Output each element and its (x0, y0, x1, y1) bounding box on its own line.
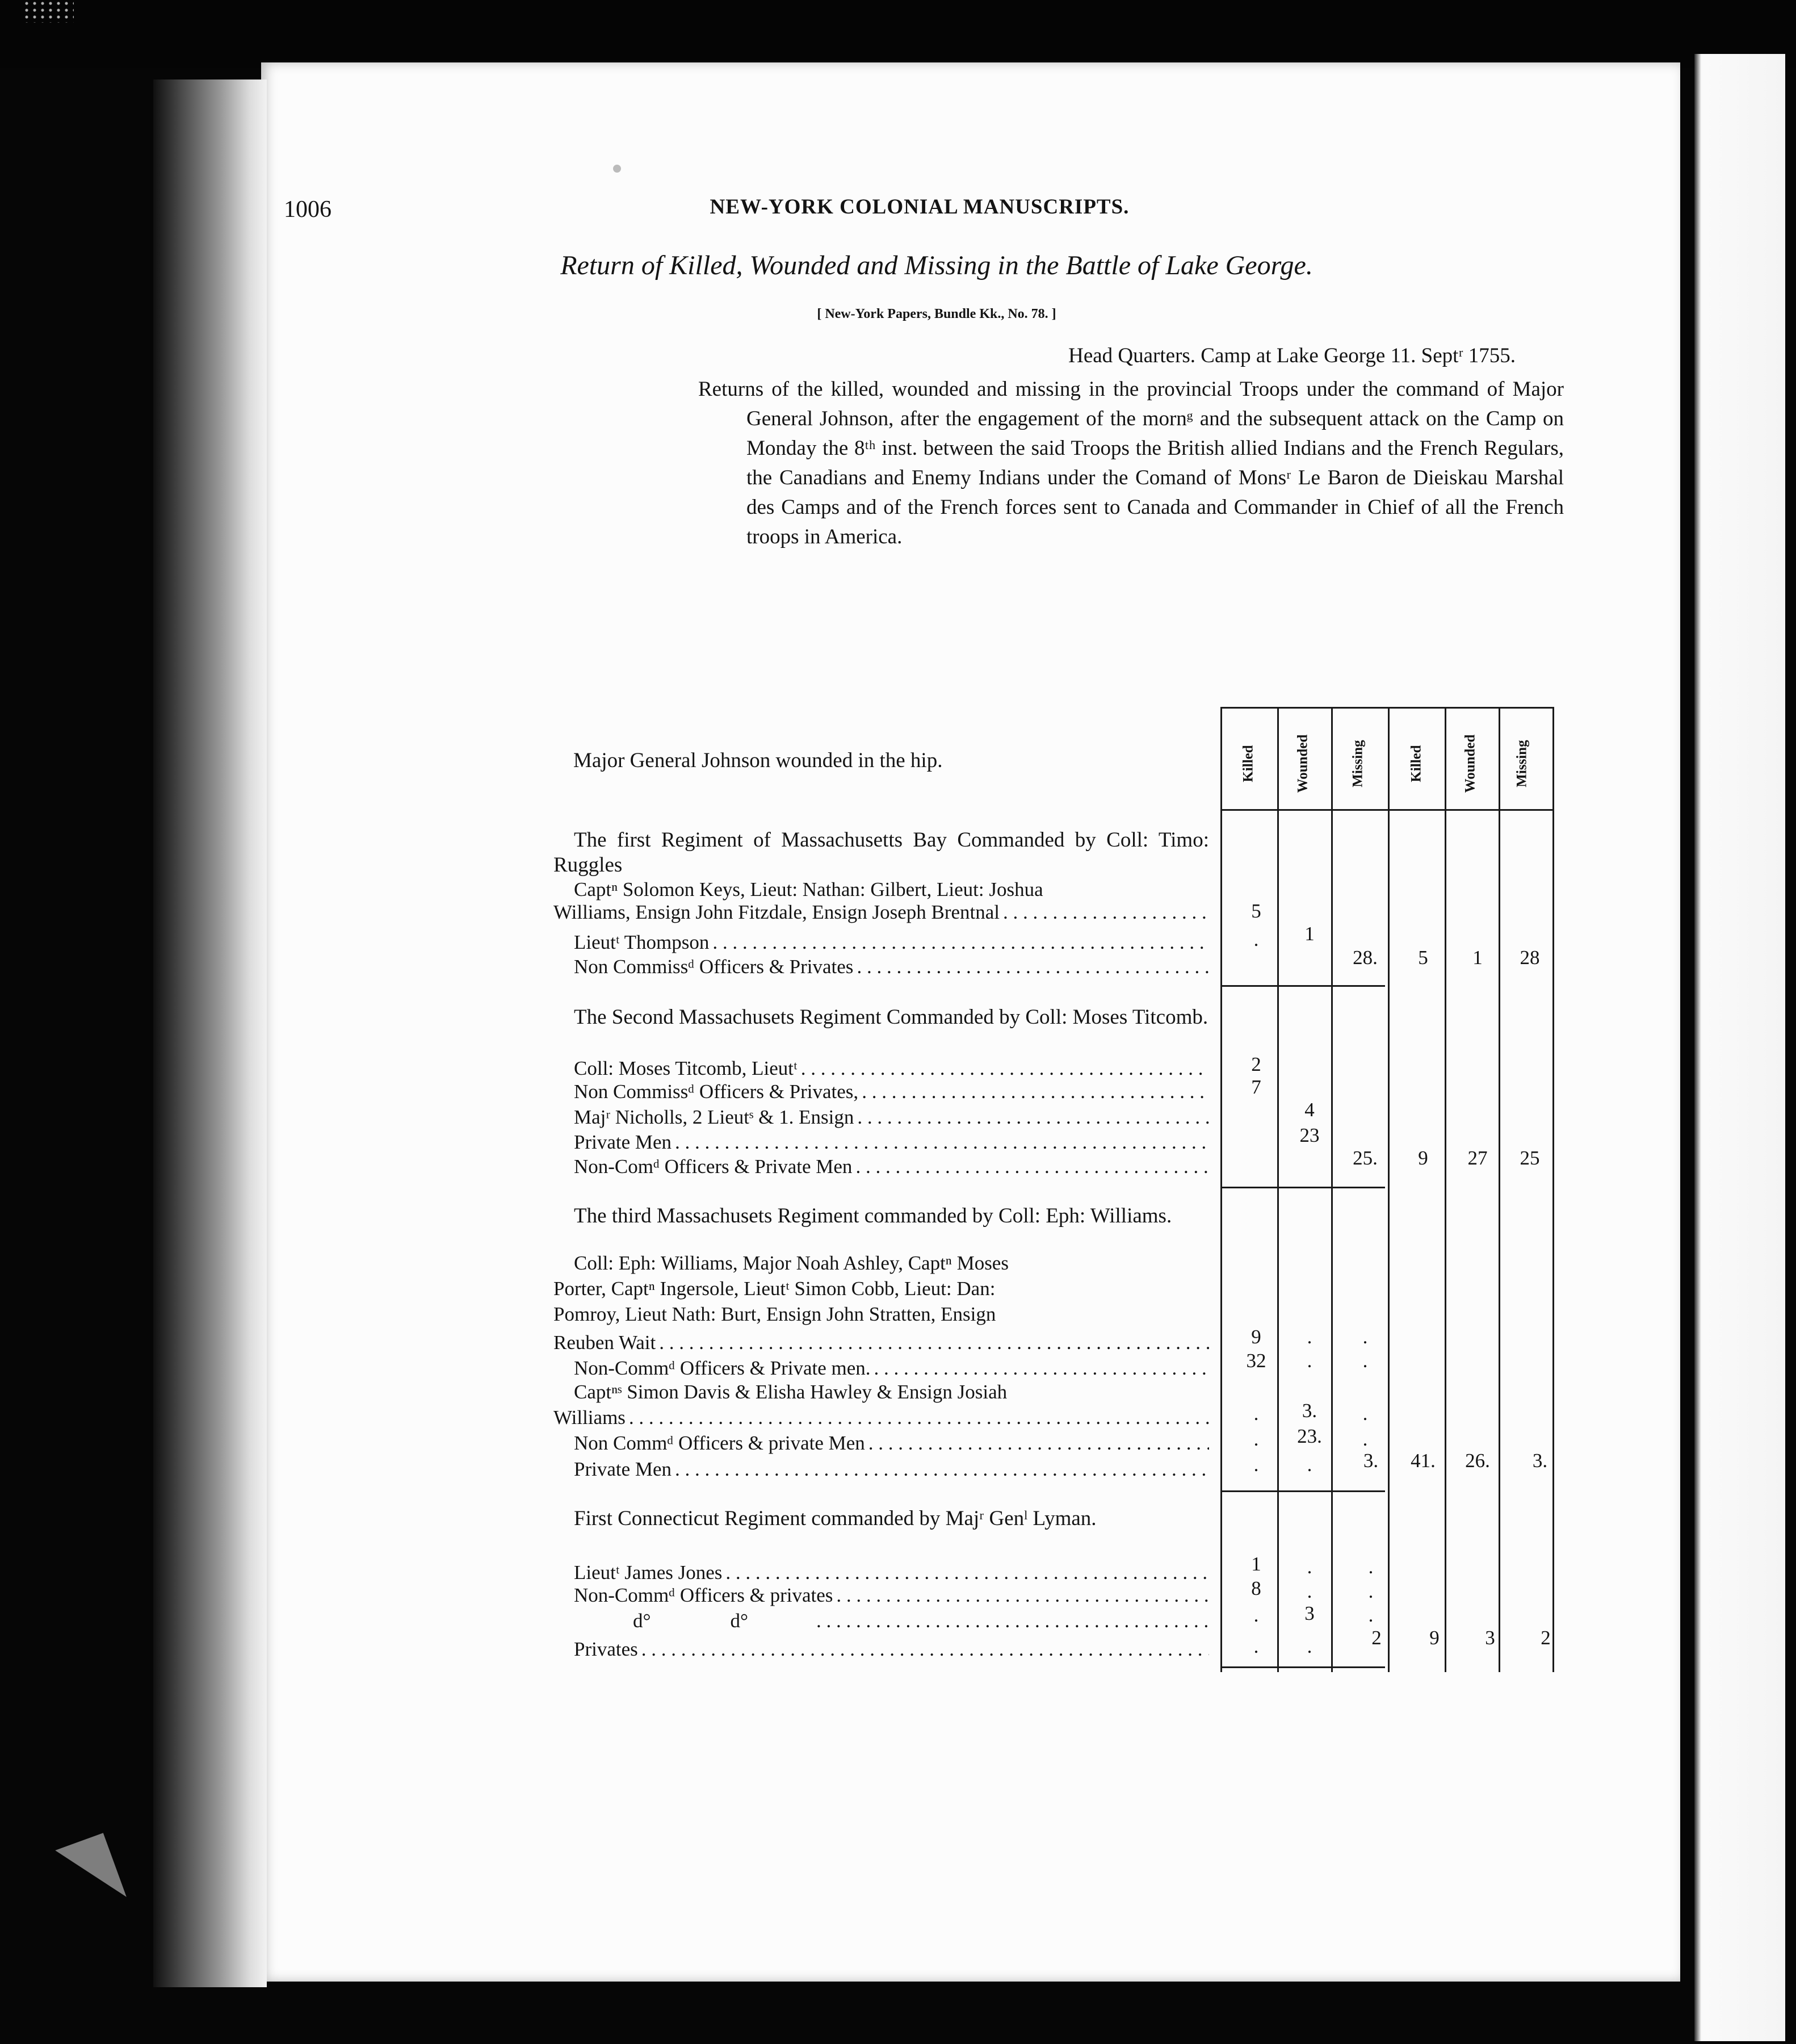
cell-wounded: 3 (1304, 1602, 1315, 1624)
table-row: Porter, Captⁿ Ingersole, Lieutᵗ Simon Cobb, Lieut: Dan: (553, 1278, 996, 1300)
table-column-rule (1331, 707, 1333, 1672)
column-header: Killed (1409, 745, 1425, 782)
cell-total-missing: 25 (1520, 1147, 1540, 1169)
johnson-wound-note: Major General Johnson wounded in the hip. (573, 749, 943, 772)
cell-wounded: 23 (1299, 1124, 1320, 1146)
intro-paragraph: Returns of the killed, wounded and missing in the provincial Troops under the command of Major General Johnson, after the engagement of the mornᵍ and the subsequent attack on the Camp on Monday the 8ᵗʰ inst. between the said Troops the British allied Indians and the French Regulars, the Canadians and Enemy Indians under the Comand of Monsʳ Le Baron de Dieiskau Marshal des Camps and of the French forces sent to Canada and Commander in Chief of all the French troops in America. (698, 378, 1564, 548)
cell-killed: 7 (1251, 1076, 1261, 1098)
facing-page-edge (1694, 54, 1785, 2041)
cell-wounded: . (1307, 1580, 1312, 1602)
table-row: Reuben Wait . . . (553, 1331, 1209, 1354)
column-header: Wounded (1462, 734, 1478, 793)
table-column-rule (1552, 707, 1554, 1672)
cell-total-wounded: 26. (1465, 1450, 1490, 1472)
section-rule (1220, 1187, 1385, 1188)
cell-total-killed: 41. (1411, 1450, 1436, 1472)
cell-total-wounded: 27 (1467, 1147, 1488, 1169)
table-row: Non-Commᵈ Officers & privates . . . (553, 1584, 1209, 1607)
cell-wounded: . (1307, 1556, 1312, 1578)
cell-total-wounded: 3 (1485, 1627, 1495, 1649)
table-row: Privates . . . (553, 1638, 1209, 1661)
table-rule-header (1220, 809, 1554, 811)
table-column-rule (1445, 707, 1446, 1672)
cell-total-killed: 9 (1418, 1147, 1428, 1169)
table-column-rule (1277, 707, 1279, 1672)
page-corner-fold (55, 1833, 127, 1915)
cell-total-wounded: 1 (1472, 946, 1483, 969)
table-row: Non-Commᵈ Officers & Private men. . . . (553, 1357, 1209, 1380)
paper-speck (613, 165, 621, 173)
cell-killed: 8 (1251, 1577, 1261, 1599)
section-rule (1220, 1490, 1385, 1492)
column-header: Wounded (1295, 734, 1310, 793)
section-heading: The first Regiment of Massachusetts Bay Commanded by Coll: Timo: Ruggles (553, 828, 1209, 877)
cell-missing: 2 (1371, 1627, 1382, 1649)
film-border-top (0, 0, 1796, 68)
cell-killed: . (1253, 928, 1259, 950)
table-row: Private Men . . . (553, 1131, 1209, 1154)
cell-missing: . (1362, 1350, 1368, 1372)
cell-killed: . (1253, 1428, 1259, 1450)
cell-killed: . (1253, 1604, 1259, 1626)
section-heading: First Connecticut Regiment commanded by Majʳ Genˡ Lyman. (574, 1507, 1097, 1530)
cell-wounded: 23. (1297, 1425, 1322, 1447)
film-artifact (23, 0, 74, 23)
table-column-rule (1220, 707, 1222, 1672)
table-row: d° d° . . . (553, 1610, 1209, 1632)
page-gutter-shadow (153, 79, 267, 1987)
cell-missing: 28. (1353, 946, 1378, 969)
cell-total-missing: 3. (1532, 1450, 1548, 1472)
cell-killed: 5 (1251, 900, 1261, 922)
table-row: Lieutᵗ Thompson . . . (553, 931, 1209, 954)
cell-wounded: . (1307, 1326, 1312, 1348)
column-header: Missing (1514, 740, 1530, 788)
section-heading: The third Massachusets Regiment commanded by Coll: Eph: Williams. (574, 1204, 1172, 1228)
cell-wounded: . (1307, 1454, 1312, 1476)
section-rule (1220, 1666, 1385, 1668)
cell-wounded: . (1307, 1635, 1312, 1657)
table-row: Williams . . . (553, 1406, 1209, 1429)
table-row: Non-Comᵈ Officers & Private Men . . . (553, 1155, 1209, 1178)
cell-total-missing: 2 (1541, 1627, 1551, 1649)
section-heading: The Second Massachusets Regiment Commanded by Coll: Moses Titcomb. (574, 1006, 1208, 1029)
table-row: Pomroy, Lieut Nath: Burt, Ensign John Stratten, Ensign (553, 1303, 996, 1325)
page-number: 1006 (284, 196, 331, 223)
table-row: Coll: Moses Titcomb, Lieutᵗ . . . (553, 1057, 1209, 1080)
cell-missing: . (1368, 1556, 1374, 1578)
cell-missing: . (1368, 1580, 1374, 1602)
cell-killed: . (1253, 1635, 1259, 1657)
cell-missing: . (1362, 1428, 1368, 1450)
cell-missing: . (1362, 1402, 1368, 1425)
cell-missing: 25. (1353, 1147, 1378, 1169)
cell-missing: . (1368, 1604, 1374, 1626)
cell-wounded: 3. (1302, 1400, 1317, 1422)
cell-missing: . (1362, 1326, 1368, 1348)
source-citation: [ New-York Papers, Bundle Kk., No. 78. ] (817, 307, 1056, 321)
cell-wounded: . (1307, 1350, 1312, 1372)
table-row: Lieutᵗ James Jones . . . (553, 1561, 1209, 1584)
table-row: Non Commissᵈ Officers & Privates . . . (553, 956, 1209, 978)
column-header: Missing (1350, 740, 1366, 788)
running-head: NEW-YORK COLONIAL MANUSCRIPTS. (710, 195, 1130, 219)
dateline: Head Quarters. Camp at Lake George 11. Septʳ 1755. (1068, 344, 1516, 367)
cell-missing: 3. (1363, 1450, 1379, 1472)
cell-killed: 32 (1246, 1350, 1266, 1372)
cell-killed: 1 (1251, 1553, 1261, 1575)
table-row: Captⁿˢ Simon Davis & Elisha Hawley & Ensign Josiah (574, 1381, 1008, 1403)
table-row: Majʳ Nicholls, 2 Lieutˢ & 1. Ensign . . . (553, 1106, 1209, 1129)
table-row: Coll: Eph: Williams, Major Noah Ashley, Captⁿ Moses (574, 1252, 1009, 1274)
cell-killed: 2 (1251, 1053, 1261, 1075)
cell-killed: . (1253, 1402, 1259, 1425)
cell-killed: 9 (1251, 1326, 1261, 1348)
table-row: Captⁿ Solomon Keys, Lieut: Nathan: Gilbert, Lieut: Joshua (574, 878, 1043, 900)
section-rule (1220, 985, 1385, 987)
table-rule-top (1220, 707, 1554, 709)
table-column-rule (1388, 707, 1390, 1672)
table-row: Non Commᵈ Officers & private Men . . . (553, 1432, 1209, 1455)
column-header: Killed (1241, 745, 1257, 782)
cell-total-killed: 5 (1418, 946, 1428, 969)
cell-total-killed: 9 (1429, 1627, 1440, 1649)
cell-wounded: 1 (1304, 923, 1315, 945)
table-row: Non Commissᵈ Officers & Privates, . . . (553, 1080, 1209, 1103)
table-row: Private Men . . . (553, 1458, 1209, 1481)
cell-total-missing: 28 (1520, 946, 1540, 969)
document-title: Return of Killed, Wounded and Missing in the Battle of Lake George. (560, 250, 1313, 280)
table-column-rule (1499, 707, 1500, 1672)
cell-wounded: 4 (1304, 1099, 1315, 1121)
cell-killed: . (1253, 1454, 1259, 1476)
table-row: Williams, Ensign John Fitzdale, Ensign Joseph Brentnal . . . (553, 901, 1209, 924)
